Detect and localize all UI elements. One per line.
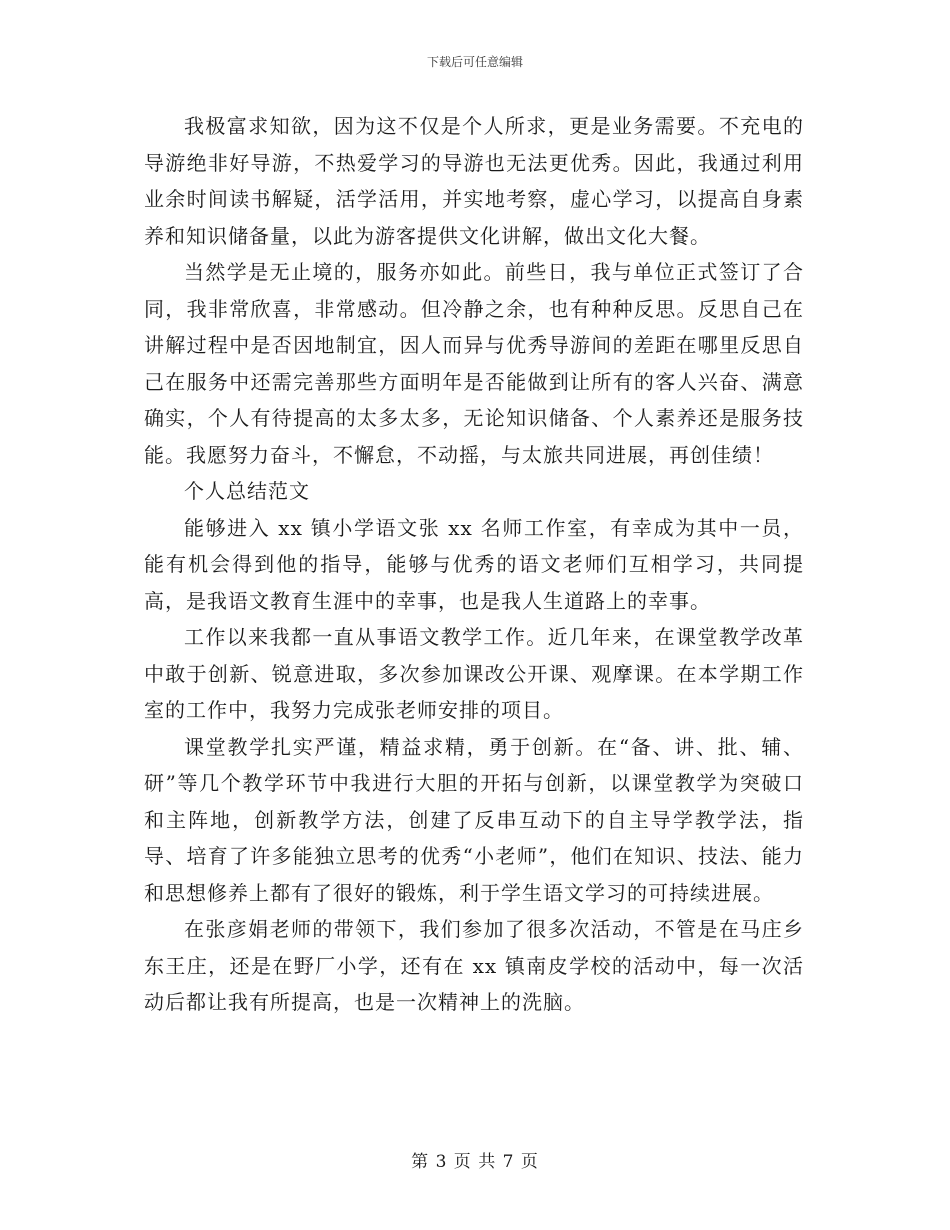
paragraph: 当然学是无止境的，服务亦如此。前些日，我与单位正式签订了合同，我非常欣喜，非常感动。但冷静之余，也有种种反思。反思自己在讲解过程中是否因地制宜，因人而异与优秀导游间的差距在哪里反思自己在服务中还需完善那些方面明年是否能做到让所有的客人兴奋、满意确实，个人有待提高的太多太多，无论知识储备、个人素养还是服务技能。我愿努力奋斗，不懈怠，不动摇，与太旅共同进展，再创佳绩！ [144,260,804,467]
paragraph: 能够进入 xx 镇小学语文张 xx 名师工作室，有幸成为其中一员，能有机会得到他的指导，能够与优秀的语文老师们互相学习，共同提高，是我语文教育生涯中的幸事，也是我人生道路上的幸事。 [144,515,804,613]
section-heading: 个人总结范文 [184,479,310,503]
paragraph: 在张彦娟老师的带领下，我们参加了很多次活动，不管是在马庄乡东王庄，还是在野厂小学，还有在 xx 镇南皮学校的活动中，每一次活动后都让我有所提高，也是一次精神上的洗脑。 [144,917,804,1014]
footer-label-di: 第 [411,1152,430,1172]
paragraph: 工作以来我都一直从事语文教学工作。近几年来，在课堂教学改革中敢于创新、锐意进取，多次参加课改公开课、观摩课。在本学期工作室的工作中，我努力完成张老师安排的项目。 [144,625,804,722]
paragraph: 课堂教学扎实严谨，精益求精，勇于创新。在“备、讲、批、辅、研”等几个教学环节中我进行大胆的开拓与创新，以课堂教学为突破口和主阵地，创新教学方法，创建了反串互动下的自主导学教学法，指导、培育了许多能独立思考的优秀“小老师”，他们在知识、技法、能力和思想修养上都有了很好的锻炼，利于学生语文学习的可持续进展。 [144,734,804,905]
paragraph: 我极富求知欲，因为这不仅是个人所求，更是业务需要。不充电的导游绝非好导游，不热爱学习的导游也无法更优秀。因此，我通过利用业余时间读书解疑，活学活用，并实地考察，虚心学习，以提高自身素养和知识储备量，以此为游客提供文化讲解，做出文化大餐。 [144,114,804,248]
footer-label-ye: 页 [453,1152,472,1172]
page-footer [0,1150,950,1174]
header-text: 下载后可任意编辑 [426,55,523,69]
footer-label-ye2: 页 [520,1152,539,1172]
footer-total-pages: 7 [502,1152,515,1172]
footer-label-gong: 共 [478,1152,497,1172]
document-body [144,108,804,1021]
page-header [0,54,950,70]
footer-current-page: 3 [435,1152,448,1172]
